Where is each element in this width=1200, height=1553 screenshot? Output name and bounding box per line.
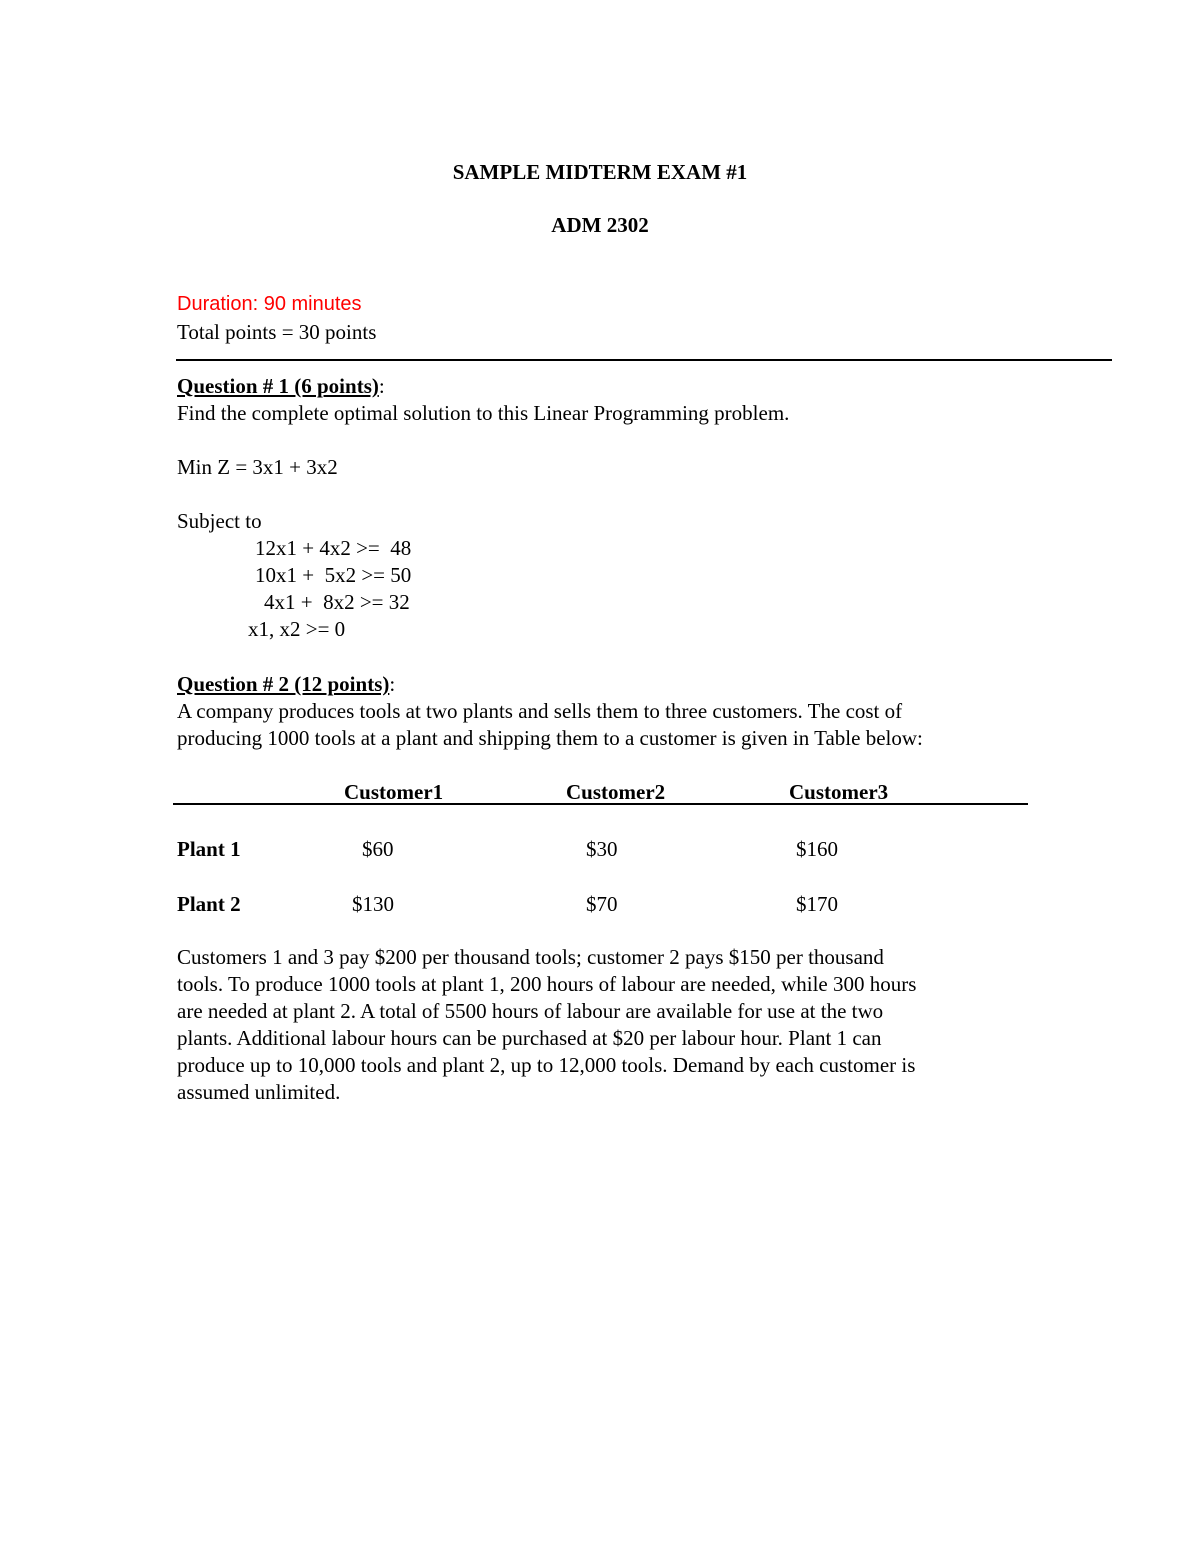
table-cell-plant1-customer1: $60 — [362, 837, 394, 861]
question1-heading-label: Question # 1 (6 points) — [177, 374, 379, 398]
question1-subject-to: Subject to — [177, 509, 262, 533]
table-header-rule — [173, 803, 1028, 805]
course-code: ADM 2302 — [551, 213, 649, 237]
question1-heading — [177, 376, 385, 397]
constraint-nonnegativity: x1, x2 >= 0 — [248, 617, 346, 641]
constraint-1: 12x1 + 4x2 >= 48 — [255, 536, 412, 560]
question1-objective: Min Z = 3x1 + 3x2 — [177, 455, 338, 479]
question1-heading-suffix: : — [378, 374, 385, 398]
table-cell-plant1-customer2: $30 — [586, 837, 618, 861]
table-row-label-plant1: Plant 1 — [177, 837, 241, 861]
question2-body-line-1: Customers 1 and 3 pay $200 per thousand tools; customer 2 pays $150 per thousand — [177, 945, 884, 969]
question2-body-line-2: tools. To produce 1000 tools at plant 1, 200 hours of labour are needed, while 300 hours — [177, 972, 917, 996]
question2-body-line-4: plants. Additional labour hours can be purchased at $20 per labour hour. Plant 1 can — [177, 1026, 882, 1050]
duration-text: Duration: 90 minutes — [177, 293, 362, 315]
exam-title: SAMPLE MIDTERM EXAM #1 — [452, 160, 748, 184]
table-header-customer2: Customer2 — [566, 780, 666, 804]
header-divider — [176, 359, 1112, 361]
table-cell-plant2-customer1: $130 — [352, 892, 394, 916]
table-cell-plant2-customer2: $70 — [586, 892, 618, 916]
question2-body-line-6: assumed unlimited. — [177, 1080, 341, 1104]
table-cell-plant1-customer3: $160 — [796, 837, 838, 861]
table-cell-plant2-customer3: $170 — [796, 892, 838, 916]
total-points-text: Total points = 30 points — [177, 320, 377, 344]
question2-heading — [177, 674, 395, 695]
constraint-3: 4x1 + 8x2 >= 32 — [264, 590, 410, 614]
question2-intro-line-1: A company produces tools at two plants and sells them to three customers. The cost of — [177, 699, 903, 723]
table-header-customer1: Customer1 — [344, 780, 444, 804]
table-row-label-plant2: Plant 2 — [177, 892, 241, 916]
constraint-2: 10x1 + 5x2 >= 50 — [255, 563, 412, 587]
question2-body-line-5: produce up to 10,000 tools and plant 2, up to 12,000 tools. Demand by each customer is — [177, 1053, 916, 1077]
table-header-customer3: Customer3 — [789, 780, 889, 804]
question2-intro-line-2: producing 1000 tools at a plant and shipping them to a customer is given in Table below: — [177, 726, 923, 750]
question1-prompt: Find the complete optimal solution to this Linear Programming problem. — [177, 401, 790, 425]
question2-body-line-3: are needed at plant 2. A total of 5500 hours of labour are available for use at the two — [177, 999, 884, 1023]
question2-heading-label: Question # 2 (12 points) — [177, 672, 390, 696]
question2-heading-suffix: : — [389, 672, 396, 696]
